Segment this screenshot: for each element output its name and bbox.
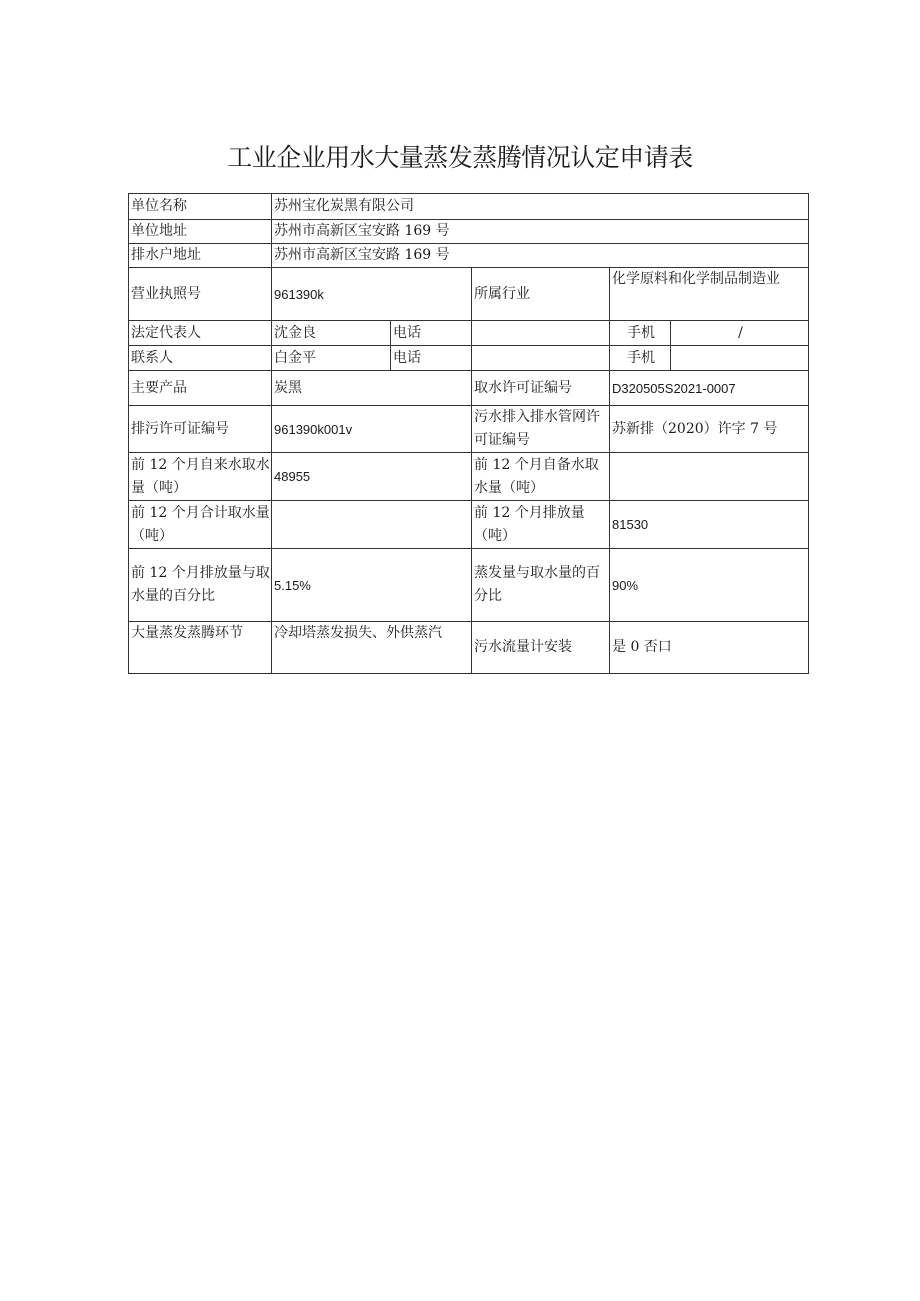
legal-rep-label: 法定代表人 bbox=[129, 321, 272, 346]
unit-name-value: 苏州宝化炭黑有限公司 bbox=[272, 194, 809, 220]
row-contact bbox=[129, 346, 809, 371]
row-drain-address bbox=[129, 244, 809, 268]
contact-label: 联系人 bbox=[129, 346, 272, 371]
tap-water-value: 48955 bbox=[272, 453, 472, 501]
drain-address-value: 苏州市高新区宝安路 169 号 bbox=[272, 244, 809, 268]
row-unit-address bbox=[129, 220, 809, 244]
discharge-amount-label: 前 12 个月排放量（吨） bbox=[472, 501, 610, 549]
discharge-ratio-label: 前 12 个月排放量与取水量的百分比 bbox=[129, 549, 272, 622]
self-water-label: 前 12 个月自备水取水量（吨） bbox=[472, 453, 610, 501]
flow-meter-label: 污水流量计安装 bbox=[472, 622, 610, 674]
row-process bbox=[129, 622, 809, 674]
contact-value: 白金平 bbox=[272, 346, 391, 371]
self-water-value bbox=[610, 453, 809, 501]
license-label: 营业执照号 bbox=[129, 268, 272, 321]
legal-rep-mobile-label: 手机 bbox=[610, 321, 671, 346]
evaporation-ratio-label: 蒸发量与取水量的百分比 bbox=[472, 549, 610, 622]
flow-meter-value: 是 0 否口 bbox=[610, 622, 809, 674]
process-value: 冷却塔蒸发损失、外供蒸汽 bbox=[272, 622, 472, 674]
legal-rep-phone-label: 电话 bbox=[391, 321, 472, 346]
unit-address-label: 单位地址 bbox=[129, 220, 272, 244]
page-title: 工业企业用水大量蒸发蒸腾情况认定申请表 bbox=[227, 143, 693, 172]
evaporation-ratio-value: 90% bbox=[610, 549, 809, 622]
discharge-permit-value: 961390k001v bbox=[272, 406, 472, 453]
row-unit-name bbox=[129, 194, 809, 220]
legal-rep-value: 沈金良 bbox=[272, 321, 391, 346]
total-water-label: 前 12 个月合计取水量（吨） bbox=[129, 501, 272, 549]
discharge-permit-label: 排污许可证编号 bbox=[129, 406, 272, 453]
water-permit-value: D320505S2021-0007 bbox=[610, 371, 809, 406]
unit-name-label: 单位名称 bbox=[129, 194, 272, 220]
license-value: 961390k bbox=[272, 268, 472, 321]
industry-label: 所属行业 bbox=[472, 268, 610, 321]
row-legal-rep bbox=[129, 321, 809, 346]
tap-water-label: 前 12 个月自来水取水量（吨） bbox=[129, 453, 272, 501]
unit-address-value: 苏州市高新区宝安路 169 号 bbox=[272, 220, 809, 244]
row-total-water bbox=[129, 501, 809, 549]
process-label: 大量蒸发蒸腾环节 bbox=[129, 622, 272, 674]
product-label: 主要产品 bbox=[129, 371, 272, 406]
contact-phone-label: 电话 bbox=[391, 346, 472, 371]
contact-mobile-value bbox=[671, 346, 809, 371]
industry-value: 化学原料和化学制品制造业 bbox=[610, 268, 809, 321]
contact-phone-value bbox=[472, 346, 610, 371]
total-water-value bbox=[272, 501, 472, 549]
row-license bbox=[129, 268, 809, 321]
contact-mobile-label: 手机 bbox=[610, 346, 671, 371]
water-permit-label: 取水许可证编号 bbox=[472, 371, 610, 406]
legal-rep-phone-value bbox=[472, 321, 610, 346]
sewer-permit-label: 污水排入排水管网许可证编号 bbox=[472, 406, 610, 453]
drain-address-label: 排水户地址 bbox=[129, 244, 272, 268]
product-value: 炭黑 bbox=[272, 371, 472, 406]
discharge-amount-value: 81530 bbox=[610, 501, 809, 549]
discharge-ratio-value: 5.15% bbox=[272, 549, 472, 622]
row-ratio bbox=[129, 549, 809, 622]
application-form bbox=[128, 193, 809, 674]
row-tap-water bbox=[129, 453, 809, 501]
legal-rep-mobile-value: / bbox=[671, 321, 809, 346]
sewer-permit-value: 苏新排（2020）许字 7 号 bbox=[610, 406, 809, 453]
row-discharge-permit bbox=[129, 406, 809, 453]
row-product bbox=[129, 371, 809, 406]
